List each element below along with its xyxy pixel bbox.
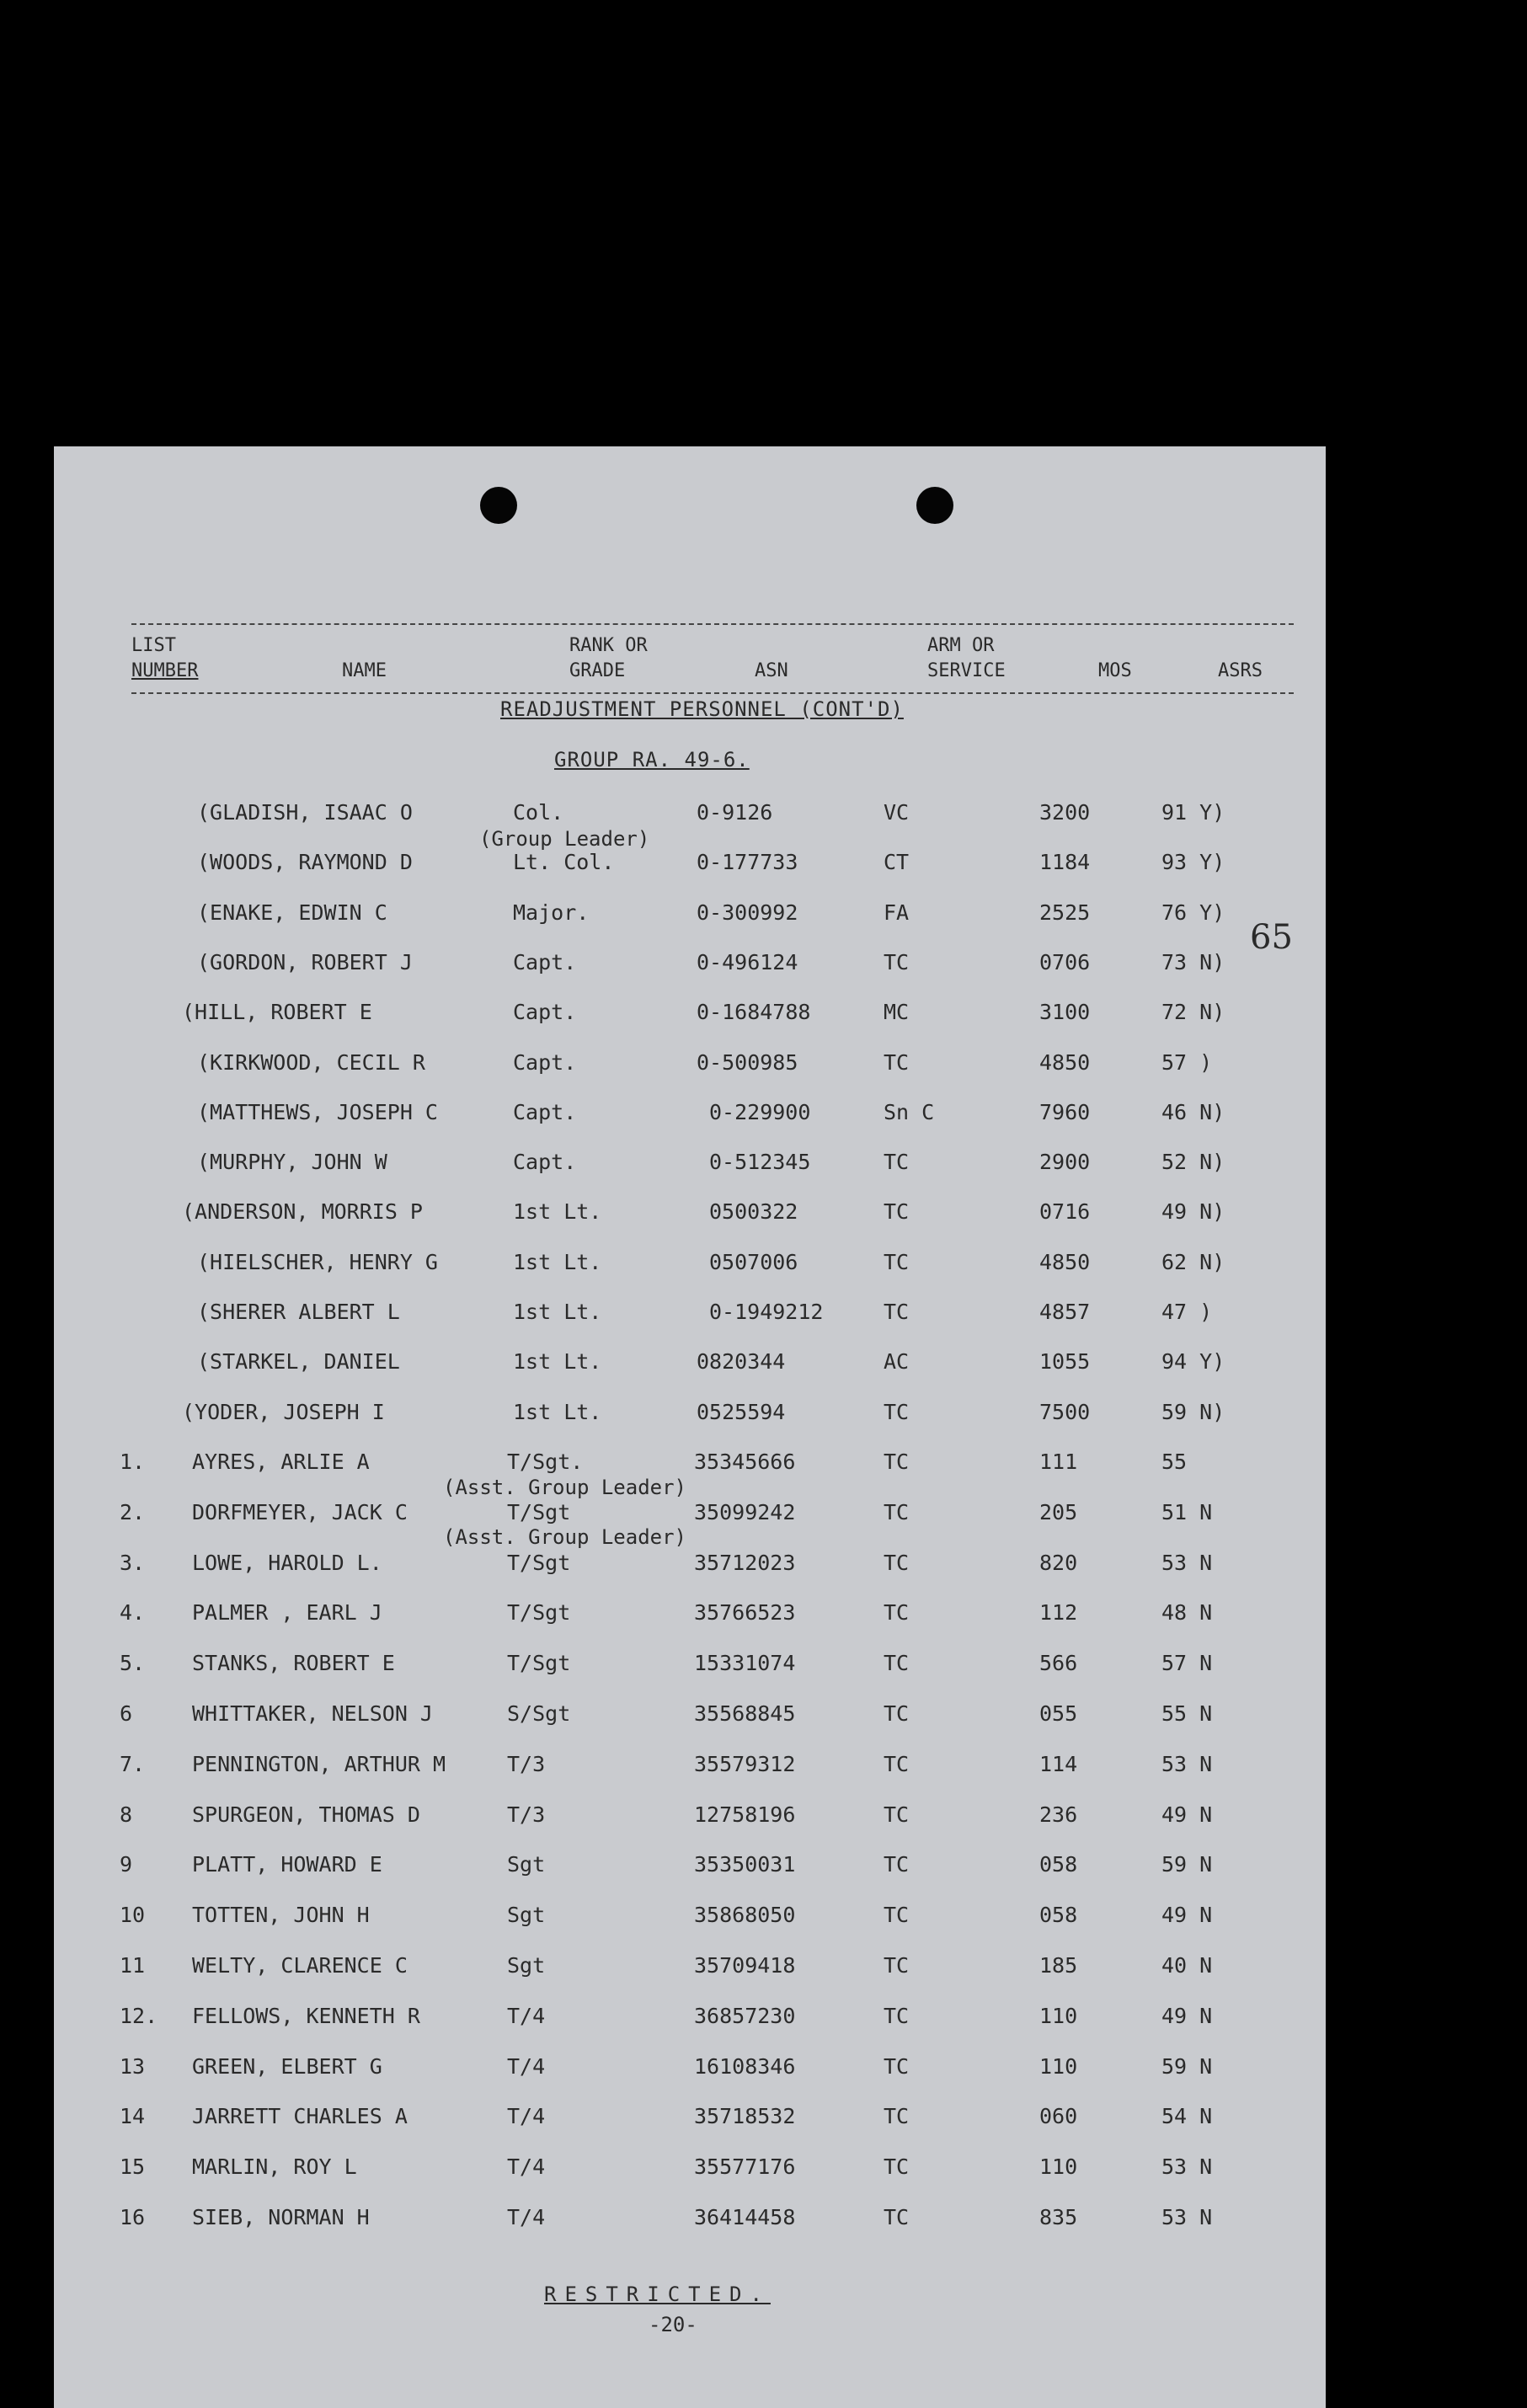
- asn-cell: 0-1949212: [709, 1300, 824, 1324]
- table-row: [54, 1848, 1326, 1882]
- header-mos: MOS: [1098, 660, 1132, 681]
- mos-cell: 1055: [1039, 1349, 1091, 1375]
- asn-cell: 35099242: [694, 1499, 796, 1524]
- name-cell: STANKS, ROBERT E: [192, 1651, 395, 1676]
- rank-cell: T/Sgt: [507, 1651, 571, 1676]
- name-cell: (KIRKWOOD, CECIL R: [197, 1049, 425, 1075]
- mos-cell: 236: [1039, 1802, 1078, 1827]
- arm-service-cell: Sn C: [884, 1099, 935, 1124]
- table-row: [54, 1246, 1326, 1279]
- mos-cell: 110: [1039, 2003, 1078, 2028]
- table-row: [54, 1046, 1326, 1080]
- asn-cell: 35579312: [694, 1751, 796, 1776]
- asn-cell: 0-1684788: [697, 1000, 811, 1025]
- mos-cell: 1184: [1039, 850, 1091, 875]
- asrs-cell: 49 N: [1161, 2003, 1213, 2028]
- header-asrs: ASRS: [1218, 660, 1263, 681]
- name-cell: (HILL, ROBERT E: [182, 1000, 372, 1025]
- table-row: [54, 846, 1326, 879]
- asrs-cell: 40 N: [1161, 1953, 1213, 1978]
- mos-cell: 7960: [1039, 1099, 1091, 1124]
- asn-cell: 0-300992: [697, 900, 798, 925]
- name-cell: (ANDERSON, MORRIS P: [182, 1199, 423, 1225]
- rank-cell: T/4: [507, 2053, 546, 2079]
- name-cell: (ENAKE, EDWIN C: [197, 900, 387, 925]
- mos-cell: 111: [1039, 1450, 1078, 1474]
- name-cell: PALMER , EARL J: [192, 1600, 382, 1626]
- arm-service-cell: FA: [884, 900, 910, 925]
- asn-cell: 35712023: [694, 1550, 796, 1575]
- asrs-cell: 55 N: [1161, 1701, 1213, 1726]
- name-cell: (GLADISH, ISAAC O: [197, 800, 413, 825]
- header-asn: ASN: [755, 660, 788, 681]
- name-cell: (SHERER ALBERT L: [197, 1300, 400, 1324]
- name-cell: AYRES, ARLIE A: [192, 1450, 370, 1474]
- rank-cell: T/4: [507, 2003, 546, 2028]
- asn-cell: 0525594: [697, 1399, 786, 1424]
- asn-cell: 35577176: [694, 2154, 796, 2180]
- header-rule: [131, 692, 1294, 694]
- name-cell: SIEB, NORMAN H: [192, 2205, 370, 2229]
- document-page: [54, 446, 1326, 2408]
- mos-cell: 3100: [1039, 1000, 1091, 1025]
- table-row: [54, 946, 1326, 980]
- mos-cell: 185: [1039, 1953, 1078, 1978]
- name-cell: (MATTHEWS, JOSEPH C: [197, 1099, 438, 1124]
- rank-cell: Capt.: [513, 1150, 577, 1175]
- mos-cell: 112: [1039, 1600, 1078, 1626]
- name-cell: FELLOWS, KENNETH R: [192, 2003, 420, 2028]
- asrs-cell: 47 ): [1161, 1300, 1213, 1324]
- table-row: [54, 1596, 1326, 1630]
- page-number: -20-: [649, 2313, 697, 2336]
- asn-cell: 35709418: [694, 1953, 796, 1978]
- table-row: [54, 2050, 1326, 2084]
- name-cell: WHITTAKER, NELSON J: [192, 1701, 433, 1726]
- asn-cell: 0-177733: [697, 850, 798, 875]
- rank-cell: Capt.: [513, 1049, 577, 1075]
- rank-cell: Major.: [513, 900, 590, 925]
- punch-hole: [916, 487, 953, 524]
- rank-cell: T/3: [507, 1802, 546, 1827]
- table-row: [54, 1898, 1326, 1932]
- asn-cell: 35718532: [694, 2104, 796, 2129]
- mos-cell: 835: [1039, 2205, 1078, 2229]
- rank-cell: T/Sgt: [507, 1550, 571, 1575]
- arm-service-cell: TC: [884, 1600, 910, 1626]
- arm-service-cell: TC: [884, 1852, 910, 1877]
- asrs-cell: 46 N): [1161, 1099, 1225, 1124]
- name-cell: TOTTEN, JOHN H: [192, 1903, 370, 1928]
- rank-cell: Sgt: [507, 1903, 546, 1928]
- rank-cell: T/Sgt: [507, 1499, 571, 1524]
- table-row: [54, 1345, 1326, 1379]
- asn-cell: 36414458: [694, 2205, 796, 2229]
- table-row: [54, 2000, 1326, 2033]
- rank-cell: 1st Lt.: [513, 1249, 602, 1274]
- asrs-cell: 53 N: [1161, 2154, 1213, 2180]
- asrs-cell: 49 N): [1161, 1199, 1225, 1225]
- rank-cell: T/Sgt: [507, 1600, 571, 1626]
- name-cell: (HIELSCHER, HENRY G: [197, 1249, 438, 1274]
- list-number-cell: 5.: [120, 1651, 146, 1676]
- table-row: [54, 2150, 1326, 2184]
- section-title: READJUSTMENT PERSONNEL (CONT'D): [500, 697, 904, 721]
- table-row: [54, 1145, 1326, 1179]
- rank-cell: Capt.: [513, 949, 577, 974]
- arm-service-cell: TC: [884, 1049, 910, 1075]
- name-cell: (MURPHY, JOHN W: [197, 1150, 387, 1175]
- arm-service-cell: TC: [884, 1249, 910, 1274]
- mos-cell: 110: [1039, 2053, 1078, 2079]
- arm-service-cell: TC: [884, 1450, 910, 1474]
- name-cell: WELTY, CLARENCE C: [192, 1953, 408, 1978]
- arm-service-cell: TC: [884, 1499, 910, 1524]
- asrs-cell: 62 N): [1161, 1249, 1225, 1274]
- asrs-cell: 59 N): [1161, 1399, 1225, 1424]
- rank-cell: T/4: [507, 2205, 546, 2229]
- arm-service-cell: TC: [884, 1701, 910, 1726]
- mos-cell: 566: [1039, 1651, 1078, 1676]
- name-cell: JARRETT CHARLES A: [192, 2104, 408, 2129]
- asrs-cell: 52 N): [1161, 1150, 1225, 1175]
- asn-cell: 35345666: [694, 1450, 796, 1474]
- mos-cell: 4850: [1039, 1249, 1091, 1274]
- asn-cell: 36857230: [694, 2003, 796, 2028]
- asn-cell: 0-500985: [697, 1049, 798, 1075]
- asrs-cell: 48 N: [1161, 1600, 1213, 1626]
- asrs-cell: 53 N: [1161, 1550, 1213, 1575]
- rank-cell: Lt. Col.: [513, 850, 615, 875]
- rank-cell: T/4: [507, 2104, 546, 2129]
- list-number-cell: 12.: [120, 2003, 158, 2028]
- mos-cell: 0716: [1039, 1199, 1091, 1225]
- arm-service-cell: TC: [884, 1953, 910, 1978]
- name-cell: MARLIN, ROY L: [192, 2154, 357, 2180]
- mos-cell: 2525: [1039, 900, 1091, 925]
- asrs-cell: 93 Y): [1161, 850, 1225, 875]
- classification-footer: RESTRICTED.: [544, 2283, 771, 2306]
- rank-cell: Col.: [513, 800, 564, 825]
- arm-service-cell: TC: [884, 1300, 910, 1324]
- mos-cell: 058: [1039, 1852, 1078, 1877]
- mos-cell: 0706: [1039, 949, 1091, 974]
- asrs-cell: 59 N: [1161, 2053, 1213, 2079]
- rank-cell: T/Sgt.: [507, 1450, 584, 1474]
- asrs-cell: 54 N: [1161, 2104, 1213, 2129]
- mos-cell: 3200: [1039, 800, 1091, 825]
- header-rank: RANK OR GRADE: [569, 635, 648, 681]
- asn-cell: 35868050: [694, 1903, 796, 1928]
- mos-cell: 7500: [1039, 1399, 1091, 1424]
- rank-cell: T/3: [507, 1751, 546, 1776]
- arm-service-cell: TC: [884, 1751, 910, 1776]
- asn-cell: 0-9126: [697, 800, 773, 825]
- arm-service-cell: TC: [884, 2205, 910, 2229]
- table-row: [54, 1295, 1326, 1329]
- mos-cell: 110: [1039, 2154, 1078, 2180]
- name-cell: (WOODS, RAYMOND D: [197, 850, 413, 875]
- table-row: [54, 2100, 1326, 2133]
- list-number-cell: 14: [120, 2104, 146, 2129]
- arm-service-cell: TC: [884, 1399, 910, 1424]
- header-arm: ARM OR SERVICE: [927, 635, 1006, 681]
- table-row: [54, 996, 1326, 1029]
- asrs-cell: 57 N: [1161, 1651, 1213, 1676]
- asrs-cell: 76 Y): [1161, 900, 1225, 925]
- rank-cell: 1st Lt.: [513, 1199, 602, 1225]
- list-number-cell: 15: [120, 2154, 146, 2180]
- asn-cell: 0500322: [709, 1199, 798, 1225]
- list-number-cell: 3.: [120, 1550, 146, 1575]
- asn-cell: 35766523: [694, 1600, 796, 1626]
- asrs-cell: 55: [1161, 1450, 1188, 1474]
- arm-service-cell: TC: [884, 2104, 910, 2129]
- arm-service-cell: MC: [884, 1000, 910, 1025]
- asn-cell: 0507006: [709, 1249, 798, 1274]
- arm-service-cell: TC: [884, 1199, 910, 1225]
- name-cell: GREEN, ELBERT G: [192, 2053, 382, 2079]
- asrs-cell: 49 N: [1161, 1903, 1213, 1928]
- column-header: [131, 623, 1294, 694]
- arm-service-cell: AC: [884, 1349, 910, 1375]
- asn-cell: 0-496124: [697, 949, 798, 974]
- margin-page-number: 65: [1250, 918, 1293, 957]
- name-cell: SPURGEON, THOMAS D: [192, 1802, 420, 1827]
- arm-service-cell: TC: [884, 1550, 910, 1575]
- rank-cell: 1st Lt.: [513, 1349, 602, 1375]
- asn-cell: 35350031: [694, 1852, 796, 1877]
- arm-service-cell: TC: [884, 949, 910, 974]
- asrs-cell: 53 N: [1161, 2205, 1213, 2229]
- name-cell: (GORDON, ROBERT J: [197, 949, 413, 974]
- rank-cell: Sgt: [507, 1852, 546, 1877]
- asn-cell: 0-512345: [709, 1150, 811, 1175]
- table-row: [54, 2201, 1326, 2234]
- punch-hole: [480, 487, 517, 524]
- asn-cell: 0-229900: [709, 1099, 811, 1124]
- table-row: [54, 1798, 1326, 1832]
- table-row: [54, 896, 1326, 930]
- name-cell: PLATT, HOWARD E: [192, 1852, 382, 1877]
- arm-service-cell: CT: [884, 850, 910, 875]
- table-row: [54, 1445, 1326, 1479]
- arm-service-cell: VC: [884, 800, 910, 825]
- asrs-cell: 73 N): [1161, 949, 1225, 974]
- table-row: [54, 796, 1326, 830]
- table-row: [54, 1546, 1326, 1580]
- asn-cell: 15331074: [694, 1651, 796, 1676]
- table-row: [54, 1949, 1326, 1983]
- arm-service-cell: TC: [884, 1802, 910, 1827]
- name-cell: (STARKEL, DANIEL: [197, 1349, 400, 1375]
- group-title: GROUP RA. 49-6.: [554, 748, 750, 772]
- table-row: [54, 1748, 1326, 1781]
- list-number-cell: 8: [120, 1802, 133, 1827]
- arm-service-cell: TC: [884, 1903, 910, 1928]
- asst-leader-note: (Asst. Group Leader): [443, 1476, 686, 1499]
- asrs-cell: 91 Y): [1161, 800, 1225, 825]
- arm-service-cell: TC: [884, 1651, 910, 1676]
- rank-cell: S/Sgt: [507, 1701, 571, 1726]
- mos-cell: 058: [1039, 1903, 1078, 1928]
- table-row: [54, 1195, 1326, 1229]
- list-number-cell: 13: [120, 2053, 146, 2079]
- mos-cell: 820: [1039, 1550, 1078, 1575]
- name-cell: PENNINGTON, ARTHUR M: [192, 1751, 446, 1776]
- table-row: [54, 1496, 1326, 1530]
- asrs-cell: 59 N: [1161, 1852, 1213, 1877]
- asrs-cell: 51 N: [1161, 1499, 1213, 1524]
- list-number-cell: 7.: [120, 1751, 146, 1776]
- rank-cell: Capt.: [513, 1000, 577, 1025]
- mos-cell: 4850: [1039, 1049, 1091, 1075]
- table-row: [54, 1396, 1326, 1429]
- mos-cell: 205: [1039, 1499, 1078, 1524]
- table-row: [54, 1096, 1326, 1129]
- list-number-cell: 11: [120, 1953, 146, 1978]
- list-number-cell: 1.: [120, 1450, 146, 1474]
- rank-cell: Capt.: [513, 1099, 577, 1124]
- asn-cell: 35568845: [694, 1701, 796, 1726]
- asrs-cell: 53 N: [1161, 1751, 1213, 1776]
- asn-cell: 0820344: [697, 1349, 786, 1375]
- asn-cell: 16108346: [694, 2053, 796, 2079]
- mos-cell: 055: [1039, 1701, 1078, 1726]
- arm-service-cell: TC: [884, 1150, 910, 1175]
- asn-cell: 12758196: [694, 1802, 796, 1827]
- list-number-cell: 9: [120, 1852, 133, 1877]
- name-cell: (YODER, JOSEPH I: [182, 1399, 385, 1424]
- list-number-cell: 10: [120, 1903, 146, 1928]
- rank-cell: 1st Lt.: [513, 1300, 602, 1324]
- rank-cell: Sgt: [507, 1953, 546, 1978]
- arm-service-cell: TC: [884, 2053, 910, 2079]
- list-number-cell: 2.: [120, 1499, 146, 1524]
- table-row: [54, 1647, 1326, 1680]
- list-number-cell: 4.: [120, 1600, 146, 1626]
- arm-service-cell: TC: [884, 2003, 910, 2028]
- rank-cell: 1st Lt.: [513, 1399, 602, 1424]
- mos-cell: 4857: [1039, 1300, 1091, 1324]
- mos-cell: 114: [1039, 1751, 1078, 1776]
- mos-cell: 060: [1039, 2104, 1078, 2129]
- asst-leader-note: (Asst. Group Leader): [443, 1525, 686, 1549]
- mos-cell: 2900: [1039, 1150, 1091, 1175]
- list-number-cell: 6: [120, 1701, 133, 1726]
- asrs-cell: 49 N: [1161, 1802, 1213, 1827]
- name-cell: DORFMEYER, JACK C: [192, 1499, 408, 1524]
- header-list-number: LIST NUMBER: [131, 635, 199, 681]
- asrs-cell: 94 Y): [1161, 1349, 1225, 1375]
- name-cell: LOWE, HAROLD L.: [192, 1550, 382, 1575]
- list-number-cell: 16: [120, 2205, 146, 2229]
- asrs-cell: 72 N): [1161, 1000, 1225, 1025]
- header-name: NAME: [342, 660, 387, 681]
- table-row: [54, 1697, 1326, 1731]
- arm-service-cell: TC: [884, 2154, 910, 2180]
- rank-cell: T/4: [507, 2154, 546, 2180]
- group-leader-note: (Group Leader): [479, 827, 650, 851]
- asrs-cell: 57 ): [1161, 1049, 1213, 1075]
